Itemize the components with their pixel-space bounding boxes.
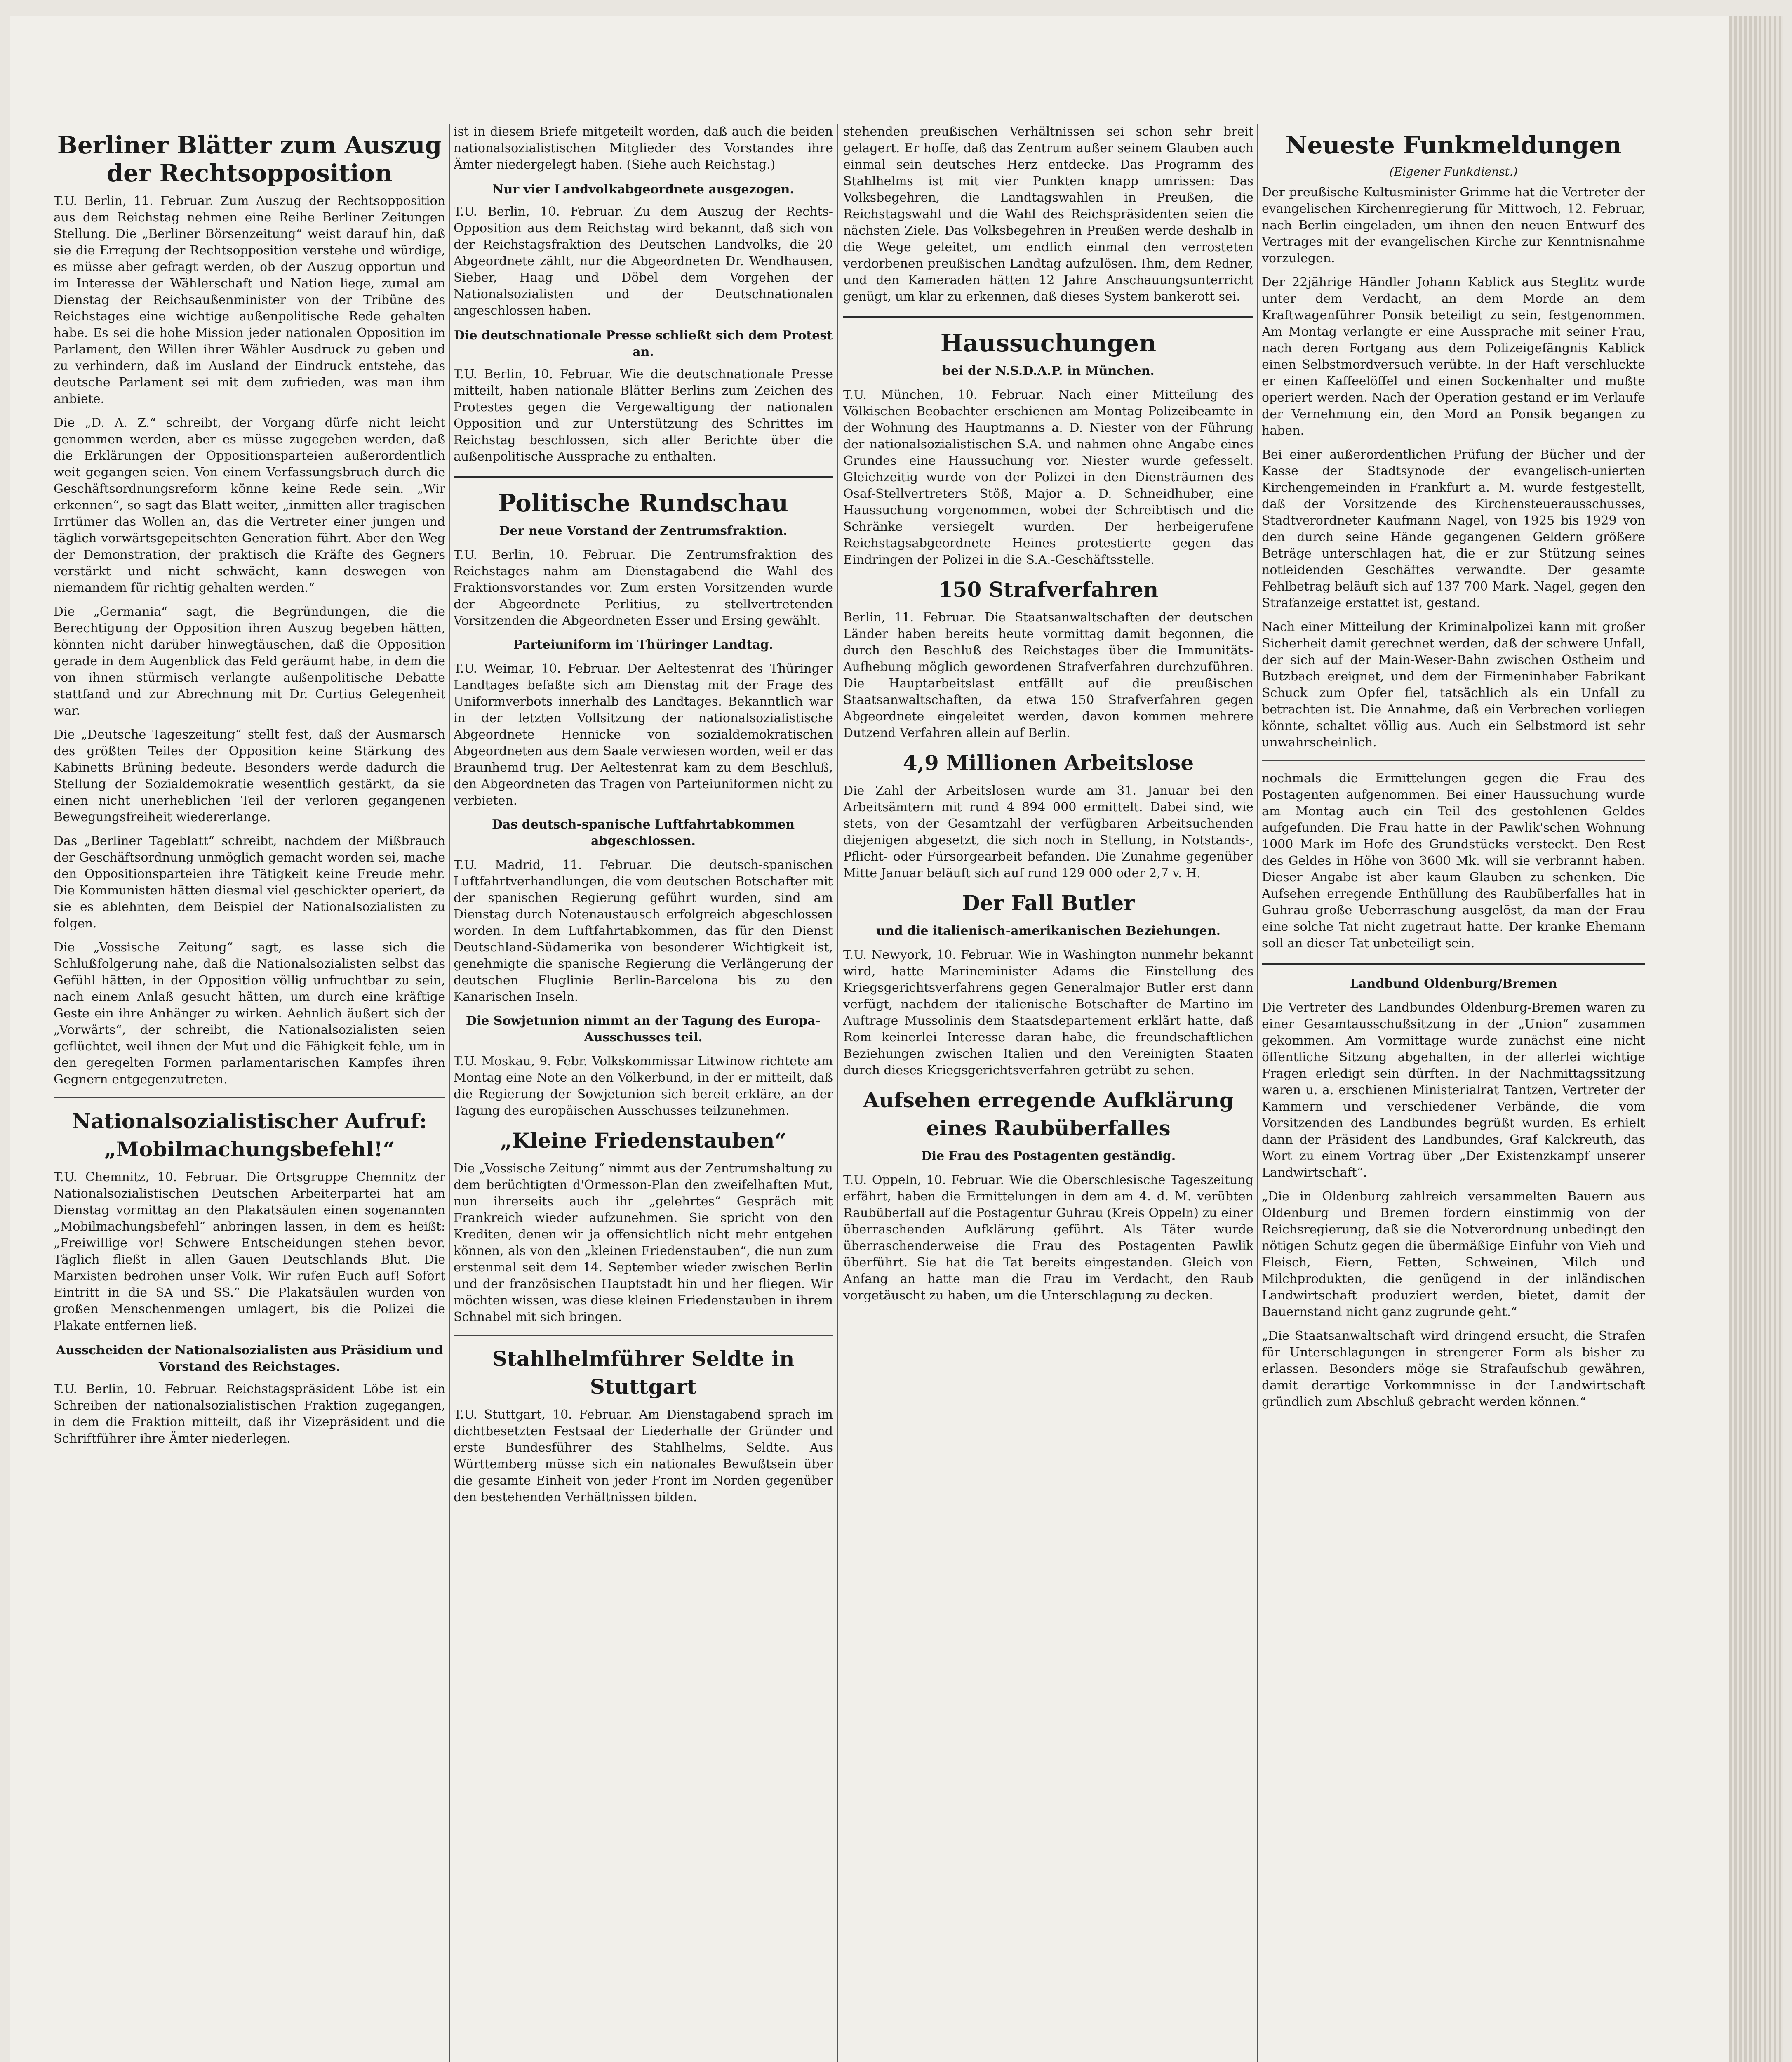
article-paragraph: T.U. Oppeln, 10. Februar. Wie die Oberschlesische Tageszeitung erfährt, haben die Ermittelungen in dem am 4. d. M. verübten Raubüberfall auf die Postagentur Guhrau (Kreis Oppeln) zu einer überraschenden Aufklärung geführt. Als Täter wurde überraschenderweise die Frau des Postagenten Pawlik überführt. Sie hat die Tat bereits eingestanden. Gleich von Anfang an hatte man die Frau im Verdacht, den Raub vorgetäuscht zu haben, um die Unterschlagung zu decken.	[843, 1173, 1253, 1303]
article-paragraph: T.U. Berlin, 10. Februar. Die Zentrumsfraktion des Reichstages nahm am Dienstagabend die Wahl des Fraktionsvorstandes vor. Zum ersten Vorsitzenden wurde der Abgeordnete Perlitius, zu stellvertretenden Vorsitzenden die Abgeordneten Esser und Ersing gewählt.	[454, 548, 833, 628]
divider	[54, 1097, 445, 1098]
article-paragraph: Die „Vossische Zeitung“ nimmt aus der Zentrumshaltung zu dem berüchtigten d'Ormesson-Plan den zweifelhaften Mut, nun ihrerseits auch ihr „gelehrtes“ Gespräch mit Frankreich wieder aufzunehmen. Sie spricht von den Krediten, denen wir ja offensichtlich nicht mehr entgehen können, als von den „kleinen Friedenstauben“, die nun zum erstenmal seit dem 14. September wieder zwischen Berlin und der französischen Hauptstadt hin und her fliegen. Wir möchten wissen, was diese kleinen Friedenstauben in ihrem Schnabel mit sich bringen.	[454, 1161, 833, 1324]
column-4	[1262, 124, 1645, 2062]
subheading: Der neue Vorstand der Zentrumsfraktion.	[499, 524, 788, 538]
page-edge-stack	[1729, 16, 1783, 2062]
subheading: Parteiuniform im Thüringer Landtag.	[513, 638, 774, 652]
article-paragraph: Die „Vossische Zeitung“ sagt, es lasse sich die Schlußfolgerung nahe, daß die Nationalsozialisten selbst das Gefühl hätten, in der Opposition völlig unfruchtbar zu sein, nach einem Anlaß gesucht hätten, um durch eine kräftige Geste ein ihre Anhänger zu wirken. Aehnlich äußert sich der „Vorwärts“, der schreibt, die Nationalsozialisten seien geflüchtet, weil ihnen der Mut und die Fähigkeit fehle, um in den geregelten Formen parlamentarischen Kampfes ihren Gegnern entgegenzutreten.	[54, 940, 445, 1087]
headline-berliner-blaetter: Berliner Blätter zum Auszug der Rechtsopposition	[57, 131, 442, 187]
divider	[843, 316, 1253, 318]
headline-politische-rundschau: Politische Rundschau	[498, 489, 788, 517]
article-paragraph: T.U. Moskau, 9. Febr. Volkskommissar Litwinow richtete am Montag eine Note an den Völkerbund, in der er mitteilt, daß die Regierung der Sowjetunion sich bereit erkläre, an der Tagung des europäischen Ausschusses teilzunehmen.	[454, 1054, 833, 1118]
article-paragraph: Berlin, 11. Februar. Die Staatsanwaltschaften der deutschen Länder haben bereits heute vormittag damit begonnen, die durch den Beschluß des Reichstages über die Immunitäts-Aufhebung möglich gewordenen Strafverfahren durchzuführen. Die Hauptarbeitslast entfällt auf die preußischen Staatsanwaltschaften, da etwa 150 Strafverfahren gegen Abgeordnete eingeleitet werden, davon kommen mehrere Dutzend Verfahren allein auf Berlin.	[843, 610, 1253, 740]
divider	[1262, 963, 1645, 965]
article-paragraph: Das „Berliner Tageblatt“ schreibt, nachdem der Mißbrauch der Geschäftsordnung unmöglich gemacht worden sei, mache den Oppositionsparteien ihre Tätigkeit keine Freude mehr. Die Kommunisten hätten diesmal viel geschickter operiert, da sie es ablehnten, dem Beispiel der Nationalsozialisten zu folgen.	[54, 834, 445, 931]
article-paragraph: T.U. Berlin, 10. Februar. Zu dem Auszug der Rechts-Opposition aus dem Reichstag wird bekannt, daß sich von der Reichstagsfraktion des Deutschen Landvolks, die 20 Abgeordnete zählt, nur die Abgeordneten Dr. Wendhausen, Sieber, Haag und Döbel dem Vorgehen der Nationalsozialisten und der Deutschnationalen angeschlossen haben.	[454, 205, 833, 318]
divider	[454, 1335, 833, 1336]
column-1	[54, 124, 445, 2062]
headline-fall-butler: Der Fall Butler	[962, 891, 1135, 915]
divider	[1262, 760, 1645, 761]
article-paragraph: Bei einer außerordentlichen Prüfung der Bücher und der Kasse der Stadtsynode der evangelisch-unierten Kirchengemeinden in Frankfurt a. M. wurde festgestellt, daß der Vorsitzende des Kirchensteuerausschusses, Stadtverordneter Kaufmann Nagel, von 1925 bis 1929 von den durch seine Hände gegangenen Geldern größere Beträge unterschlagen hat, die er zur Stützung seines notleidenden Geschäftes verwandte. Der gesamte Fehlbetrag beläuft sich auf 137 700 Mark. Nagel, gegen den Strafanzeige erstattet ist, gestand.	[1262, 447, 1645, 610]
column-rule	[837, 124, 838, 2062]
subheading: Das deutsch-spanische Luftfahrtabkommen abgeschlossen.	[492, 817, 795, 848]
article-paragraph: T.U. Berlin, 11. Februar. Zum Auszug der Rechtsopposition aus dem Reichstag nehmen eine Reihe Berliner Zeitungen Stellung. Die „Berliner Börsenzeitung“ weist darauf hin, daß sie die Erregung der Rechtsopposition verstehe und würdige, es müsse aber gefragt werden, ob der Auszug opportun und im Interesse der Wählerschaft und Nation liege, zumal am Dienstag der Reichsaußenminister von der Tribüne des Reichstages eine wichtige außenpolitische Rede gehalten habe. Es sei die hohe Mission jeder nationalen Opposition im Parlament, den Willen ihrer Wähler Ausdruck zu geben und zu verhindern, daß im Ausland der Eindruck entstehe, das deutsche Parlament sei mit dem zufrieden, was man ihm anbiete.	[54, 194, 445, 406]
article-paragraph: Der 22jährige Händler Johann Kablick aus Steglitz wurde unter dem Verdacht, an dem Morde an dem Kraftwagenführer Ponsik beteiligt zu sein, festgenommen. Am Montag verlangte er eine Aussprache mit seiner Frau, nach deren Fortgang aus dem Polizeigefängnis Kablick einen Selbstmordversuch verübte. In der Haft verschluckte er einen Kaffeelöffel und einen Sockenhalter und mußte operiert werden. Nach der Operation gestand er im Verlaufe der Vernehmung ein, den Mord an Ponsik begangen zu haben.	[1262, 275, 1645, 438]
article-paragraph: T.U. Stuttgart, 10. Februar. Am Dienstagabend sprach im dichtbesetzten Festsaal der Liederhalle der Gründer und erste Bundesführer des Stahlhelms, Seldte. Aus Württemberg müsse sich ein nationales Bewußtsein über die gesamte Einheit von jeder Front im Norden gegenüber den bestehenden Verhältnissen bilden.	[454, 1408, 833, 1504]
article-paragraph: T.U. Chemnitz, 10. Februar. Die Ortsgruppe Chemnitz der Nationalsozialistischen Deutschen Arbeiterpartei hat am Dienstag vormittag an den Plakatsäulen einen sogenannten „Mobilmachungsbefehl“ anbringen lassen, in dem es heißt: „Freiwillige vor! Schwere Entscheidungen stehen bevor. Täglich fließt in allen Gauen Deutschlands Blut. Die Marxisten bedrohen unser Volk. Wir rufen Euch auf! Sofort Eintritt in die SA und SS.“ Die Plakatsäulen wurden von großen Menschenmengen umlagert, bis die Polizei die Plakate entfernen ließ.	[54, 1170, 445, 1333]
article-paragraph: „Die in Oldenburg zahlreich versammelten Bauern aus Oldenburg und Bremen fordern einstimmig von der Reichsregierung, daß sie die Notverordnung unbedingt den nötigen Schutz gegen die übermäßige Einfuhr von Vieh und Fleisch, Eiern, Fetten, Schweinen, Milch und Milchprodukten, die genügend in der inländischen Landwirtschaft produziert werden, bietet, damit der Bauernstand nicht ganz zugrunde geht.“	[1262, 1189, 1645, 1319]
subheading: Die Frau des Postagenten geständig.	[921, 1149, 1176, 1163]
headline-funkmeldungen: Neueste Funkmeldungen	[1285, 131, 1622, 159]
headline-aufruf: Nationalsozialistischer Aufruf: „Mobilmachungsbefehl!“	[72, 1109, 427, 1161]
section-subheading: Die deutschnationale Presse schließt sich dem Protest an.	[454, 328, 833, 359]
column-3	[843, 124, 1253, 2062]
column-rule	[1257, 124, 1258, 2062]
article-paragraph: Die Vertreter des Landbundes Oldenburg-Bremen waren zu einer Gesamtausschußsitzung in der „Union“ zusammen gekommen. Am Vormittage wurde zunächst eine nicht öffentliche Sitzung abgehalten, in der allerlei wichtige Fragen erledigt sein dürften. In der Nachmittagssitzung waren u. a. erschienen Ministerialrat Tantzen, Vertreter der Kammern und verschiedener Verbände, die vom Vorsitzenden des Landbundes begrüßt wurden. Es erhielt dann der Präsident des Landbundes, Graf Kalckreuth, das Wort zu einem Vortrag über „Der Existenzkampf unserer Landwirtschaft“.	[1262, 1000, 1645, 1180]
article-paragraph: „Die Staatsanwaltschaft wird dringend ersucht, die Strafen für Unterschlagungen in strengerer Form als bisher zu erlassen. Besonders möge sie Strafaufschub gewähren, damit derartige Vorkommnisse in der Landwirtschaft gründlich zum Abschluß gebracht werden können.“	[1262, 1329, 1645, 1409]
column-rule	[449, 124, 450, 2062]
subheading: bei der N.S.D.A.P. in München.	[942, 364, 1155, 378]
article-paragraph: Die „D. A. Z.“ schreibt, der Vorgang dürfe nicht leicht genommen werden, aber es müsse zugegeben werden, daß die Erklärungen der Oppositionsparteien außerordentlich weit gegangen seien. Von einem Verfassungsbruch durch die Geschäftsordnungsreform könne keine Rede sein. „Wir erkennen“, so sagt das Blatt weiter, „inmitten aller tragischen Irrtümer das Wollen an, das die Vertreter einer jungen und täglich vorwärtsgepeitschten Generation führt. Aber den Weg der Demonstration, der praktisch die Kräfte des Gegners verstärkt und nicht schwächt, kann deswegen von niemandem für richtig gehalten werden.“	[54, 416, 445, 595]
article-paragraph: T.U. München, 10. Februar. Nach einer Mitteilung des Völkischen Beobachter erschienen am Montag Polizeibeamte in der Wohnung des Hauptmanns a. D. Niester von der Führung der nationalsozialistischen S.A. und nahmen ohne Angabe eines Grundes eine Haussuchung vor. Niester wurde gefesselt. Gleichzeitig wurde von der Polizei in den Diensträumen des Osaf-Stellvertreters Stöß, Major a. D. Schneidhuber, eine Haussuchung vorgenommen, wobei der Schreibtisch und die Schränke versiegelt wurden. Der herbeigerufene Reichstagsabgeordnete Heines protestierte gegen das Eindringen der Polizei in die S.A.-Geschäftsstelle.	[843, 388, 1253, 567]
section-subheading: Nur vier Landvolkabgeordnete ausgezogen.	[492, 182, 794, 197]
headline-haussuchungen: Haussuchungen	[940, 329, 1157, 357]
subheading: und die italienisch-amerikanischen Beziehungen.	[876, 924, 1221, 938]
article-paragraph: ist in diesem Briefe mitgeteilt worden, daß auch die beiden nationalsozialistischen Mitglieder des Vorstandes ihre Ämter niedergelegt haben. (Siehe auch Reichstag.)	[454, 125, 833, 172]
article-paragraph: Der preußische Kultusminister Grimme hat die Vertreter der evangelischen Kirchenregierung für Mittwoch, 12. Februar, nach Berlin eingeladen, um ihnen den neuen Entwurf des Vertrages mit der evangelischen Kirche zur Kenntnisnahme vorzulegen.	[1262, 185, 1645, 266]
column-2	[454, 124, 833, 2062]
divider	[454, 476, 833, 478]
article-paragraph: Die „Deutsche Tageszeitung“ stellt fest, daß der Ausmarsch des größten Teiles der Opposition keine Stärkung des Kabinetts Brüning bedeute. Besonders werde dadurch die Stellung der Sozialdemokratie wesentlich gestärkt, da sie einen nicht unerheblichen Teil der verloren gegangenen Bewegungsfreiheit wiedererlange.	[54, 727, 445, 824]
headline-strafverfahren: 150 Strafverfahren	[938, 577, 1159, 602]
article-paragraph: Nach einer Mitteilung der Kriminalpolizei kann mit großer Sicherheit damit gerechnet werden, daß der schwere Unfall, der sich auf der Main-Weser-Bahn zwischen Ostheim und Butzbach ereignet, und dem der Firmeninhaber Fabrikant Schuck zum Opfer fiel, tatsächlich als ein Unfall zu betrachten ist. Die Annahme, daß ein Verbrechen vorliegen könnte, schaltet völlig aus. Auch ein Selbstmord ist sehr unwahrscheinlich.	[1262, 620, 1645, 750]
headline-stahlhelmfuehrer: Stahlhelmführer Seldte in Stuttgart	[492, 1346, 795, 1399]
headline-arbeitslose: 4,9 Millionen Arbeitslose	[903, 751, 1194, 775]
article-paragraph: T.U. Berlin, 10. Februar. Reichstagspräsident Löbe ist ein Schreiben der nationalsozialistischen Fraktion zugegangen, in dem die Fraktion mitteilt, daß ihr Vizepräsident und die Schriftführer ihre Ämter niederlegen.	[54, 1382, 445, 1446]
article-paragraph: T.U. Berlin, 10. Februar. Wie die deutschnationale Presse mitteilt, haben nationale Blätter Berlins zum Zeichen des Protestes gegen die Vergewaltigung der nationalen Opposition und zur Unterstützung des Schrittes im Reichstag beschlossen, sich aller Berichte über die außenpolitische Aussprache zu enthalten.	[454, 367, 833, 464]
subheading: Die Sowjetunion nimmt an der Tagung des Europa-Ausschusses teil.	[466, 1014, 821, 1045]
article-paragraph: Die Zahl der Arbeitslosen wurde am 31. Januar bei den Arbeitsämtern mit rund 4 894 000 ermittelt. Dabei sind, wie stets, von der Gesamtzahl der verfügbaren Arbeitsuchenden diejenigen abgesetzt, die sich noch in Stellung, in Notstands-, Pflicht- oder Fürsorgearbeit befanden. Die Zunahme gegenüber Mitte Januar beläuft sich auf rund 129 000 oder 2,7 v. H.	[843, 784, 1253, 880]
headline-raubueberfall: Aufsehen erregende Aufklärung eines Raubüberfalles	[863, 1088, 1234, 1140]
article-paragraph: T.U. Newyork, 10. Februar. Wie in Washington nunmehr bekannt wird, hatte Marineminister Adams die Einstellung des Kriegsgerichtsverfahrens gegen Generalmajor Butler erst dann verfügt, nachdem der italienische Botschafter de Martino im Auftrage Mussolinis dem Staatsdepartement erklärt hatte, daß Rom keinerlei Interesse daran habe, die freundschaftlichen Beziehungen zwischen Italien und den Vereinigten Staaten durch dieses Kriegsgerichtsverfahren getrübt zu sehen.	[843, 948, 1253, 1078]
article-paragraph: stehenden preußischen Verhältnissen sei schon sehr breit gelagert. Er hoffe, daß das Zentrum außer seinem Glauben auch einmal sein deutsches Herz entdecke. Das Programm des Stahlhelms ist mit vier Punkten knapp umrissen: Das Volksbegehren, die Landtagswahlen in Preußen, die Reichstagswahl und die Wahl des Reichspräsidenten seien die nächsten Ziele. Das Volksbegehren in Preußen werde deshalb in die Wege geleitet, um endlich einmal den verrosteten verdorbenen preußischen Landtag aufzulösen. Ihm, dem Redner, und den Kameraden hätten 12 Jahre Anschauungsunterricht genügt, um klar zu erkennen, daß dieses System bankerott sei.	[843, 125, 1253, 304]
dateline: (Eigener Funkdienst.)	[1389, 165, 1518, 179]
article-paragraph: T.U. Madrid, 11. Februar. Die deutsch-spanischen Luftfahrtverhandlungen, die vom deutschen Botschafter mit der spanischen Regierung geführt wurden, sind am Dienstag durch Notenaustausch erfolgreich abgeschlossen worden. In dem Luftfahrtabkommen, das für den Dienst Deutschland-Südamerika von besonderer Wichtigkeit ist, genehmigte die spanische Regierung die Verlängerung der deutschen Fluglinie Berlin-Barcelona bis zu den Kanarischen Inseln.	[454, 858, 833, 1004]
article-paragraph: nochmals die Ermittelungen gegen die Frau des Postagenten aufgenommen. Bei einer Haussuchung wurde am Montag auch ein Teil des gestohlenen Geldes aufgefunden. Die Frau hatte in der Pawlik'schen Wohnung 1000 Mark im Hofe des Grundstücks versteckt. Den Rest des Geldes in Höhe von 3600 Mk. will sie verbrannt haben. Dieser Angabe ist aber kaum Glauben zu schenken. Die Aufsehen erregende Enthüllung des Raubüberfalles hat in Guhrau große Ueberraschung ausgelöst, da man der Frau eine solche Tat nicht zugetraut hatte. Der kranke Ehemann soll an dieser Tat unbeteiligt sein.	[1262, 771, 1645, 951]
headline-friedenstauben: „Kleine Friedenstauben“	[500, 1128, 787, 1153]
subheading: Landbund Oldenburg/Bremen	[1350, 977, 1557, 991]
section-subheading: Ausscheiden der Nationalsozialisten aus Präsidium und Vorstand des Reichstages.	[56, 1343, 443, 1374]
article-paragraph: T.U. Weimar, 10. Februar. Der Aeltestenrat des Thüringer Landtages befaßte sich am Dienstag mit der Frage des Uniformverbots innerhalb des Landtages. Bekanntlich war in der letzten Vollsitzung der nationalsozialistische Abgeordnete Hennicke von sozialdemokratischen Abgeordneten aus dem Saale verwiesen worden, weil er das Braunhemd trug. Der Aeltestenrat kam zu dem Beschluß, den Abgeordneten das Tragen von Parteiuniformen nicht zu verbieten.	[454, 661, 833, 808]
article-paragraph: Die „Germania“ sagt, die Begründungen, die die Berechtigung der Opposition ihren Auszug begeben hätten, könnten nicht darüber hinwegtäuschen, daß die Opposition gerade in dem Augenblick das Feld geräumt habe, in dem die von ihnen stürmisch verlangte außenpolitische Debatte stattfand und zur Abrechnung mit Dr. Curtius Gelegenheit war.	[54, 605, 445, 718]
